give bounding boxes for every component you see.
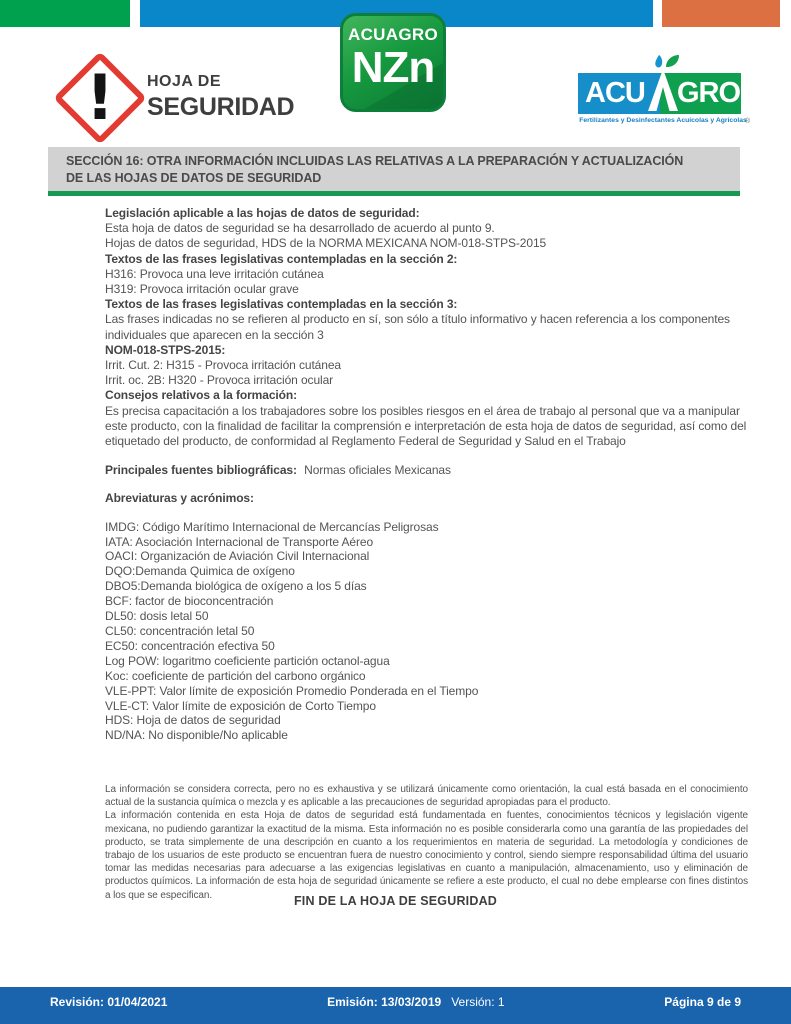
body-line: ND/NA: No disponible/No aplicable: [105, 728, 288, 743]
body-line: Irrit. Cut. 2: H315 - Provoca irritación cutánea: [105, 358, 341, 373]
footer-emission: Emisión: 13/03/2019: [327, 995, 442, 1009]
body-line: Consejos relativos a la formación:: [105, 388, 297, 403]
footer-revision: Revisión: 01/04/2021: [50, 995, 168, 1009]
body-line: Irrit. oc. 2B: H320 - Provoca irritación ocular: [105, 373, 334, 388]
disclaimer-paragraph-2: La información contenida en esta Hoja de datos de seguridad está fundamentada en fuentes, conocimientos técnicos y legislación vigente mexicana, no pudiendo garantizar la exactitud de la misma. Esta información no es posible considerarla como una garantía de las propiedades del producto, se trata simplemente de una descripción en cuanto a los requerimientos en materia de seguridad. La metodología y condiciones de trabajo de los usuarios de este producto se encuentran fuera de nuestro conocimiento y control, siendo siempre responsabilidad última del usuario tomar las medidas necesarias para adecuarse a las exigencias legislativas en cuanto a manipulación, almacenamiento, uso y eliminación de productos químicos. La información de esta hoja de seguridad únicamente se refiere a este producto, el cual no debe emplearse con fines distintos a los que se especifican.: [105, 810, 748, 901]
disclaimer-paragraph-1: La información se considera correcta, pero no es exhaustiva y se utilizará únicamente como orientación, la cual está basada en el conocimiento actual de la sustancia química o mezcla y es aplicable a las precauciones de seguridad apropiadas para el producto.: [105, 784, 748, 809]
body-line: IMDG: Código Marítimo Internacional de Mercancías Peligrosas: [105, 519, 439, 534]
document-title-line2: SEGURIDAD: [147, 93, 295, 121]
body-line: Hojas de datos de seguridad, HDS de la NORMA MEXICANA NOM-018-STPS-2015: [105, 236, 547, 251]
exclamation-mark-icon: !: [85, 61, 115, 134]
body-line: HDS: Hoja de datos de seguridad: [105, 713, 281, 728]
body-line: etiquetado del producto, de conformidad al Reglamento Federal de Seguridad y Salud en el Trabajo: [105, 434, 626, 449]
body-line: IATA: Asociación Internacional de Transporte Aéreo: [105, 534, 374, 549]
ghs-exclamation-pictogram: [52, 50, 148, 146]
end-of-sheet-title: FIN DE LA HOJA DE SEGURIDAD: [293, 894, 498, 908]
body-line: Textos de las frases legislativas contempladas en la sección 2:: [105, 251, 458, 266]
section16-title-line1: SECCIÓN 16: OTRA INFORMACIÓN INCLUIDAS LAS RELATIVAS A LA PREPARACIÓN Y ACTUALIZACIÓN: [66, 154, 684, 168]
body-line: EC50: concentración efectiva 50: [105, 638, 275, 653]
sources-label: Principales fuentes bibliográficas:: [105, 463, 297, 478]
legislation-block: [105, 206, 750, 449]
body-line: H319: Provoca irritación ocular grave: [105, 282, 299, 297]
footer-center: [327, 995, 504, 1024]
body-line: DQO:Demanda Quimica de oxígeno: [105, 564, 295, 579]
body-line: OACI: Organización de Aviación Civil Internacional: [105, 549, 370, 564]
body-line: Koc: coeficiente de partición del carbono orgánico: [105, 668, 366, 683]
footer-version: Versión: 1: [451, 995, 505, 1009]
abbreviations-block: [105, 520, 750, 744]
body-line: Las frases indicadas no se refieren al producto en sí, son sólo a título informativo y hacen referencia a los componentes: [105, 312, 730, 327]
body-line: DL50: dosis letal 50: [105, 609, 209, 624]
sprout-icon: [644, 53, 682, 115]
top-bar-green-segment: [0, 0, 130, 27]
body-line: VLE-CT: Valor límite de exposición de Corto Tiempo: [105, 698, 376, 713]
document-title-line1: HOJA DE: [147, 73, 222, 90]
body-line: BCF: factor de bioconcentración: [105, 594, 274, 609]
registered-trademark-icon: ®: [745, 118, 751, 125]
body-line: Legislación aplicable a las hojas de datos de seguridad:: [105, 206, 420, 220]
acuagro-logo-text-acu: ACU: [585, 77, 645, 109]
acuagro-logo-text-gro: GRO: [677, 77, 741, 109]
badge-product-label: NZn: [351, 43, 435, 92]
body-line: VLE-PPT: Valor límite de exposición Promedio Ponderada en el Tiempo: [105, 683, 479, 698]
body-line: H316: Provoca una leve irritación cutánea: [105, 266, 324, 281]
body-line: individuales que aparecen en la sección 3: [105, 327, 324, 342]
page-footer: [0, 987, 791, 1024]
body-line: Textos de las frases legislativas contempladas en la sección 3:: [105, 297, 458, 312]
sources-value: Normas oficiales Mexicanas: [304, 463, 451, 478]
body-line: Esta hoja de datos de seguridad se ha desarrollado de acuerdo al punto 9.: [105, 221, 495, 236]
section16-green-underline: [48, 191, 740, 196]
section16-body: [105, 206, 750, 743]
document-title: [147, 73, 294, 122]
section16-header: [48, 147, 740, 191]
top-bar-orange-segment: [662, 0, 780, 27]
body-line: Es precisa capacitación a los trabajadores sobre los posibles riesgos en el área de trabajo al personal que va a manipular: [105, 403, 740, 418]
legal-disclaimer: [105, 783, 748, 902]
abbreviations-title: Abreviaturas y acrónimos:: [105, 491, 254, 506]
product-badge-nzn: [340, 13, 446, 112]
body-line: NOM-018-STPS-2015:: [105, 342, 226, 357]
body-line: DBO5:Demanda biológica de oxígeno a los 5 días: [105, 579, 367, 594]
body-line: Log POW: logaritmo coeficiente partición octanol-agua: [105, 653, 390, 668]
sources-line: [105, 463, 750, 478]
acuagro-logo-tagline: Fertilizantes y Desinfectantes Acuícolas y Agrícolas: [579, 117, 747, 124]
footer-page-number: Página 9 de 9: [664, 995, 741, 1009]
badge-brand-label: ACUAGRO: [348, 25, 438, 44]
section16-title-line2: DE LAS HOJAS DE DATOS DE SEGURIDAD: [66, 170, 322, 185]
body-line: este producto, con la finalidad de facilitar la comprensión e interpretación de esta hoja de datos de seguridad, así como del: [105, 418, 747, 433]
body-line: CL50: concentración letal 50: [105, 624, 255, 638]
